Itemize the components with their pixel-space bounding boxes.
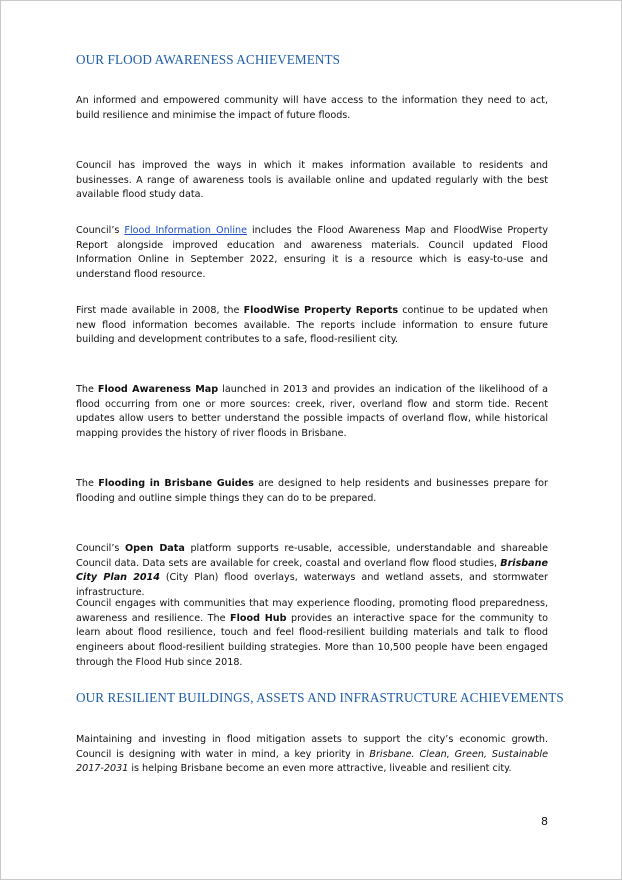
text-span: Council’s — [76, 543, 126, 554]
section-heading-flood-awareness: OUR FLOOD AWARENESS ACHIEVEMENTS — [76, 52, 341, 67]
text-span: The — [76, 384, 98, 395]
text-span: is helping Brisbane become an even more attractive, liveable and resilient city. — [128, 763, 512, 775]
paragraph-flood-awareness-map — [76, 383, 548, 442]
text-span: are designed to help residents and businesses prepare for flooding and outline simple things they can do to be prepared. — [76, 478, 548, 504]
paragraph-flooding-guides — [76, 477, 548, 506]
text-span: Maintaining and investing in flood mitigation assets to support the city’s economic growth. Council is designing with water in mind, a key priority in — [76, 734, 548, 760]
page-number: 8 — [541, 815, 548, 828]
text-span: First made available in 2008, the — [76, 305, 244, 316]
paragraph-flood-mitigation-assets — [76, 733, 548, 777]
bold-term: Flood Awareness Map — [97, 384, 219, 395]
paragraph-flood-hub — [76, 597, 548, 671]
text-span: Council’s — [76, 225, 125, 236]
text-span: includes the Flood Awareness Map and FloodWise Property Report alongside improved education and awareness materials. Council updated Flood Information Online in September 2022, ensuring it is a resource which is easy-to-use and understand flood resource. — [76, 225, 549, 281]
italic-term: Brisbane. Clean, Green, Sustainable 2017-2031 — [76, 748, 548, 775]
bold-term: Open Data — [125, 543, 185, 554]
paragraph-floodwise-reports — [76, 304, 548, 348]
flood-information-online-link[interactable]: Flood Information Online — [124, 225, 247, 236]
text-span: The — [76, 478, 99, 489]
text-span: platform supports re-usable, accessible, understandable and shareable Council data. Data sets are available for creek, coastal and overland flow flood studies, — [76, 543, 549, 569]
paragraph-open-data — [76, 542, 548, 601]
text-span: (City Plan) flood overlays, waterways and wetland assets, and stormwater infrastructure. — [76, 572, 548, 599]
section-heading-resilient-buildings: OUR RESILIENT BUILDINGS, ASSETS AND INFRASTRUCTURE ACHIEVEMENTS — [76, 690, 564, 705]
bold-term: Flooding in Brisbane Guides — [98, 478, 254, 489]
paragraph-flood-information-online — [76, 224, 548, 283]
bold-term: FloodWise Property Reports — [243, 305, 399, 316]
bold-italic-term: Brisbane City Plan 2014 — [76, 557, 548, 584]
bold-term: Flood Hub — [230, 612, 287, 624]
paragraph-informed-community: An informed and empowered community will have access to the information they need to act, build resilience and minimise the impact of future floods. — [76, 95, 548, 121]
paragraph-council-improved: Council has improved the ways in which it makes information available to residents and businesses. A range of awareness tools is available online and updated regularly with the best available flood study data. — [76, 160, 548, 201]
text-span: launched in 2013 and provides an indication of the likelihood of a flood occurring from one or more sources: creek, river, overland flow and storm tide. Recent updates allow users to better understand the possible impacts of overland flow, while historical mapping provides the history of river floods in Brisbane. — [76, 384, 548, 440]
text-span: provides an interactive space for the community to learn about flood resilience, touch and feel flood-resilient building materials and talk to flood engineers about flood-resilient building strategies. More than 10,500 people have been engaged through the Flood Hub since 2018. — [76, 612, 548, 668]
text-span: continue to be updated when new flood information becomes available. The reports include information to ensure future building and development contributes to a safe, flood-resilient city. — [76, 305, 548, 346]
text-span: Council engages with communities that may experience flooding, promoting flood preparedness, awareness and resilience. The — [76, 598, 548, 624]
